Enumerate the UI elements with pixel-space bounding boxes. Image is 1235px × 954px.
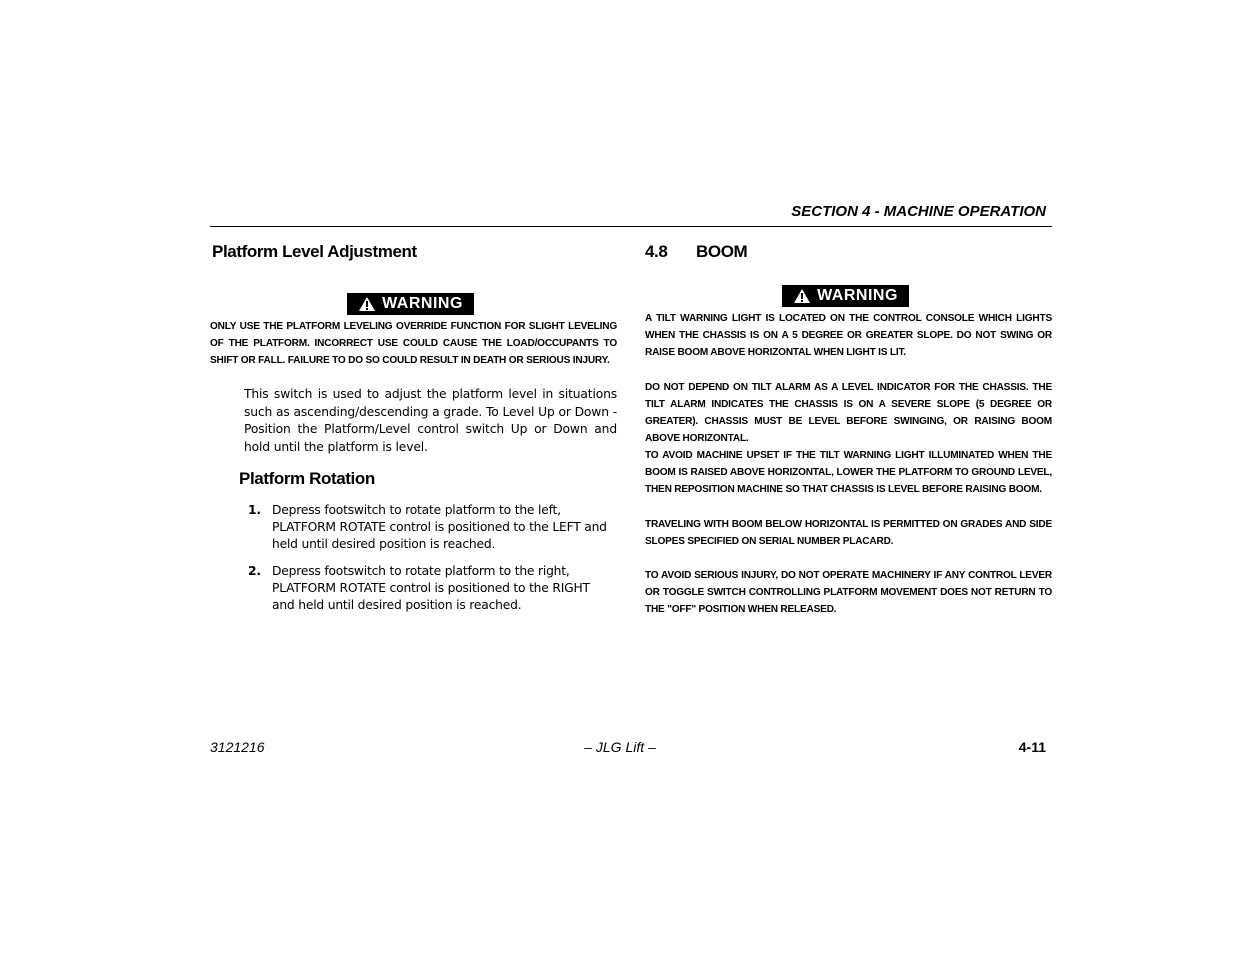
warning-label-left (347, 293, 474, 315)
warning-label-text: WARNING (817, 287, 898, 304)
warning-label-right (782, 285, 909, 307)
list-item (248, 563, 618, 615)
list-item-text: Depress footswitch to rotate platform to the left, PLATFORM ROTATE control is positioned to the LEFT and held until desired position is reached. (272, 503, 607, 551)
warning-text-right: DO NOT DEPEND ON TILT ALARM AS A LEVEL INDICATOR FOR THE CHASSIS. THE TILT ALARM INDICATES THE CHASSIS IS ON A SEVERE SLOPE (5 DEGREE OR GREATER). CHASSIS MUST BE LEVEL BEFORE SWINGING, OR RAISING BOOM ABOVE HORIZONTAL. (645, 382, 1052, 444)
footer-page-number: 4-11 (1018, 739, 1046, 755)
footer-doc-number: 3121216 (210, 739, 265, 755)
warning-text-right: TO AVOID SERIOUS INJURY, DO NOT OPERATE MACHINERY IF ANY CONTROL LEVER OR TOGGLE SWITCH CONTROLLING PLATFORM MOVEMENT DOES NOT RETURN TO THE "OFF" POSITION WHEN RELEASED. (645, 570, 1052, 615)
header-rule (210, 226, 1052, 227)
warning-triangle-icon (793, 288, 811, 304)
section-number: 4.8 (645, 242, 668, 261)
heading-platform-rotation: Platform Rotation (239, 469, 375, 488)
list-item-number: 1. (248, 503, 261, 517)
footer-center-text: – JLG Lift – (584, 739, 656, 755)
warning-text-right: A TILT WARNING LIGHT IS LOCATED ON THE CONTROL CONSOLE WHICH LIGHTS WHEN THE CHASSIS IS ON A 5 DEGREE OR GREATER SLOPE. DO NOT SWING OR RAISE BOOM ABOVE HORIZONTAL WHEN LIGHT IS LIT. (645, 313, 1052, 358)
warning-triangle-icon (358, 296, 376, 312)
warning-text-left: ONLY USE THE PLATFORM LEVELING OVERRIDE FUNCTION FOR SLIGHT LEVELING OF THE PLATFORM. INCORRECT USE COULD CAUSE THE LOAD/OCCUPANTS TO SHIFT OR FALL. FAILURE TO DO SO COULD RESULT IN DEATH OR SERIOUS INJURY. (210, 321, 617, 366)
body-text-platform-level: This switch is used to adjust the platform level in situations such as ascending/descending a grade. To Level Up or Down - Position the Platform/Level control switch Up or Down and hold until the platform is level. (244, 387, 617, 454)
warning-label-text: WARNING (382, 295, 463, 312)
list-item-text: Depress footswitch to rotate platform to the right, PLATFORM ROTATE control is positioned to the RIGHT and held until desired position is reached. (272, 564, 590, 612)
section-heading-boom: BOOM (696, 242, 748, 261)
list-item-number: 2. (248, 564, 261, 578)
section-header: SECTION 4 - MACHINE OPERATION (791, 203, 1046, 220)
warning-text-right: TRAVELING WITH BOOM BELOW HORIZONTAL IS PERMITTED ON GRADES AND SIDE SLOPES SPECIFIED ON SERIAL NUMBER PLACARD. (645, 519, 1052, 547)
warning-text-right: TO AVOID MACHINE UPSET IF THE TILT WARNING LIGHT ILLUMINATED WHEN THE BOOM IS RAISED ABOVE HORIZONTAL, LOWER THE PLATFORM TO GROUND LEVEL, THEN REPOSITION MACHINE SO THAT CHASSIS IS LEVEL BEFORE RAISING BOOM. (645, 450, 1052, 495)
list-item (248, 502, 618, 554)
heading-platform-level-adjustment: Platform Level Adjustment (212, 242, 417, 261)
